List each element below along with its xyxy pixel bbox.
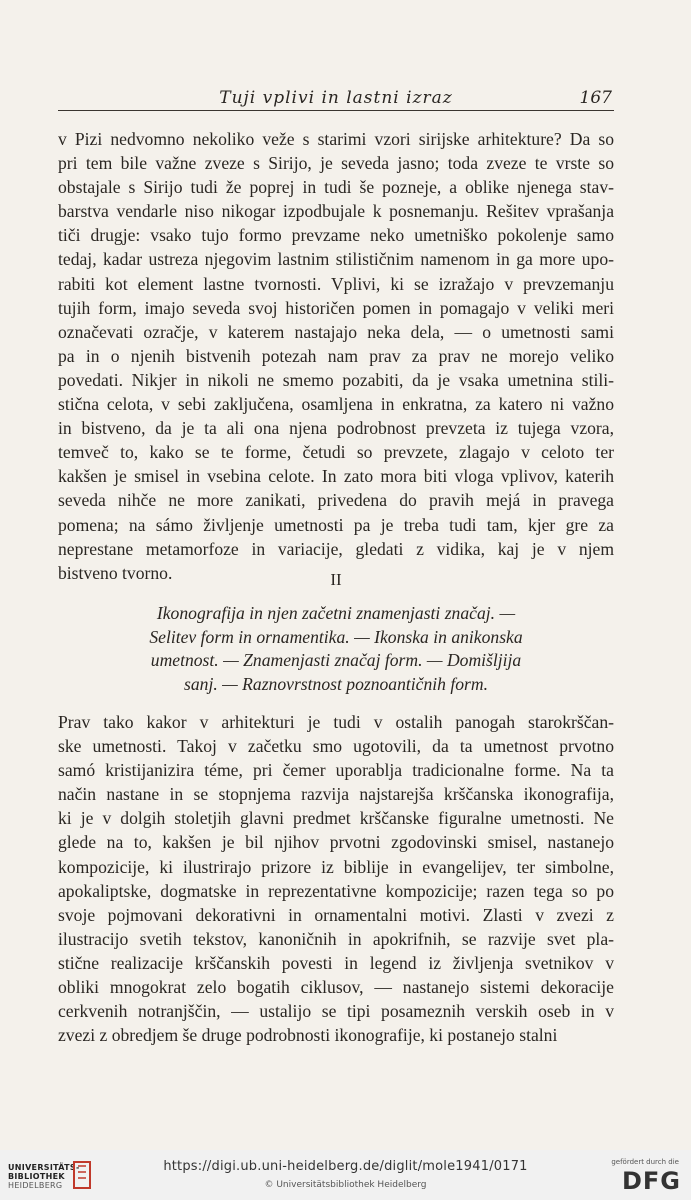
text-line: pomena; na sámo življenje umetnosti pa je treba tudi tam, kjer gre za	[58, 514, 614, 535]
text-line: stične realizacije krščanskih povesti in legend iz življenja svetnikov v	[58, 952, 614, 973]
running-header	[58, 86, 614, 111]
text-line: pri tem bile važne zveze s Sirijo, je seveda jasno; toda zveze te vrste so	[58, 153, 614, 174]
text-line: apokaliptske, dogmatske in reprezentativne kompozicije; razen tega so po	[58, 880, 614, 901]
text-line: način nastane in se stopnjema razvija najstarejša krščanska ikonografija,	[58, 784, 614, 805]
funding-label: gefördert durch die	[611, 1158, 679, 1166]
text-line: tujih form, imajo seveda svoj historičen pomen in pomagajo v veliki meri	[58, 297, 614, 318]
text-line: stična celota, v sebi zaključena, osamljena in enkratna, za katero ni važno	[58, 394, 614, 415]
library-name-line-2: BIBLIOTHEK	[8, 1172, 65, 1181]
text-line: glede na to, kakšen je bil njihov prvotni zgodovinski smisel, nastanejo	[58, 832, 614, 853]
text-line: in bistveno, da je ta ali ona njena podrobnost prevzeta iz tujega vzora,	[58, 418, 614, 439]
text-line: bistveno tvorno.	[58, 562, 173, 583]
paragraph-1	[58, 127, 614, 585]
section-summary	[58, 602, 614, 696]
digitization-footer	[0, 1150, 691, 1200]
library-name-line-3: HEIDELBERG	[8, 1181, 63, 1190]
summary-line: Selitev form in ornamentika. — Ikonska in anikonska	[149, 626, 523, 647]
summary-line: Ikonografija in njen začetni znamenjasti značaj. —	[156, 603, 516, 623]
page-number: 167	[579, 88, 612, 108]
text-line: neprestane metamorfoze in variacije, gledati z vidika, kaj je v njem	[58, 538, 614, 559]
text-line: kompozicije, ki ilustrirajo prizore iz biblije in evangelijev, ter simbolne,	[58, 856, 614, 877]
dfg-logo[interactable]: DFG	[621, 1167, 681, 1195]
text-line: Prav tako kakor v arhitekturi je tudi v ostalih panogah starokrščan-	[58, 712, 614, 732]
text-line: ki je v dolgih stoletjih glavni predmet krščanske figuralne umetnosti. Ne	[58, 808, 614, 829]
paragraph-2	[58, 710, 614, 1047]
text-line: barstva vendarle niso nikogar izpodbujale k posnemanju. Rešitev vprašanja	[58, 201, 614, 222]
text-line: ilustracijo svetih tekstov, kanoničnih in apokrifnih, se razvije svet pla-	[58, 928, 614, 949]
text-line: svoje pojmovani dekorativni in ornamentalni motivi. Zlasti v zvezi z	[58, 904, 614, 925]
section-numeral: II	[330, 570, 342, 589]
text-line: povedati. Nikjer in nikoli ne smemo pozabiti, da je vsaka umetnina stili-	[58, 369, 614, 390]
summary-line: umetnost. — Znamenjasti značaj form. — Domišljija	[150, 650, 522, 671]
text-line: obstajale s Sirijo tudi že poprej in tudi še pozneje, a oblike njenega stav-	[58, 177, 614, 198]
copyright-notice: © Universitätsbibliothek Heidelberg	[264, 1180, 427, 1190]
text-line: označevati ozračje, v katerem nastajajo neka dela, — o umetnosti sami	[58, 321, 614, 342]
text-line: v Pizi nedvomno nekoliko veže s starimi vzori sirijske arhitekture? Da so	[58, 129, 614, 149]
library-name-line-1: UNIVERSITÄTS-	[8, 1163, 80, 1172]
text-line: ske umetnosti. Takoj v začetku smo ugotovili, da ta umetnost prvotno	[58, 736, 614, 757]
permalink-url[interactable]: https://digi.ub.uni-heidelberg.de/diglit/mole1941/0171	[163, 1159, 528, 1174]
text-line: rabiti kot element lastne tvornosti. Vplivi, ki se izražajo v prevzemanju	[58, 273, 614, 294]
text-line: obliki mnogokrat zelo bogatih ciklusov, — nastanejo sistemi dekoracije	[58, 977, 614, 998]
text-line: cerkvenih notranjščin, — ustalijo se tipi posameznih verskih oseb in v	[58, 1001, 614, 1022]
text-line: tiči drugje: vsako tujo formo prevzame neko umetniško pokolenje samo	[58, 225, 614, 246]
text-line: tedaj, kadar ustreza njegovim lastnim stilističnim namenom in ga more upo-	[58, 249, 614, 270]
text-line: samó kristijanizira téme, pri čemer uporablja tradicionalne forme. Na ta	[58, 760, 614, 781]
text-line: seveda nihče ne more zanikati, privedena do pravih mejá in pravega	[58, 490, 614, 511]
text-line: kakšen je smisel in vsebina celote. In zato mora biti vloga vplivov, katerih	[58, 466, 614, 487]
running-title: Tuji vplivi in lastni izraz	[219, 88, 453, 108]
text-line: temveč to, kako se te forme, četudi so prevzete, zlagajo v celoto ter	[58, 442, 614, 463]
text-line: zvezi z obredjem še druge podrobnosti ikonografije, ki postanejo stalni	[58, 1025, 558, 1046]
text-line: pa in o njenih bistvenih potezah nam prav za prav ne morejo veliko	[58, 345, 614, 366]
summary-line: sanj. — Raznovrstnost poznoantičnih form.	[184, 673, 488, 694]
